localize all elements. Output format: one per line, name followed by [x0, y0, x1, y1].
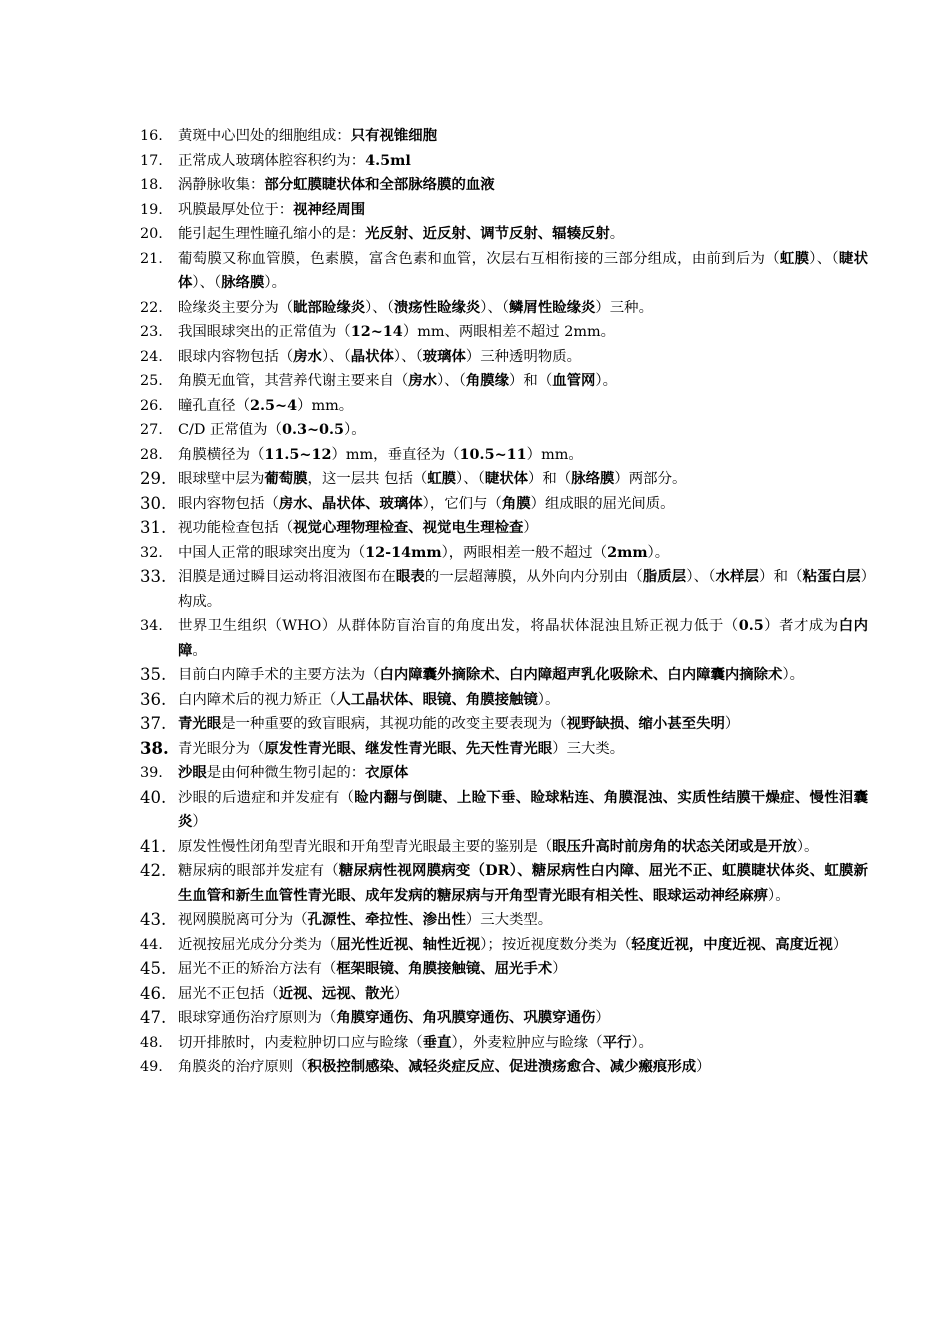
- question-text: 眼球壁中层为: [178, 471, 265, 487]
- list-item: [140, 1055, 868, 1080]
- item-text: [178, 908, 868, 933]
- answer-text: 原发性青光眼、继发性青光眼、先天性青光眼: [264, 739, 553, 757]
- item-number: 26.: [140, 397, 163, 414]
- list-item: [140, 369, 868, 394]
- item-number: 48.: [140, 1034, 163, 1051]
- answer-text: 轻度近视，中度近视、高度近视: [631, 935, 833, 953]
- question-text: ）三大类。: [552, 740, 625, 757]
- question-text: ）。: [595, 373, 617, 389]
- question-text: ），两眼相差一般不超过（: [441, 544, 608, 561]
- item-number: 25.: [140, 373, 163, 389]
- question-text: 沙眼的后遗症和并发症有（: [178, 789, 355, 806]
- item-number: 43.: [140, 910, 167, 929]
- question-text: 泪膜是通过瞬目运动将泪液图布在: [178, 569, 396, 585]
- answer-text: 白内障囊外摘除术、白内障超声乳化吸除术、白内障囊内摘除术: [379, 666, 783, 683]
- question-text: 睑缘炎主要分为（: [178, 299, 294, 316]
- question-text: 糖尿病的眼部并发症有（: [178, 863, 339, 879]
- item-number: 40.: [140, 787, 167, 807]
- question-text: 是一种重要的致盲眼病，其视功能的改变主要表现为（: [221, 716, 567, 732]
- item-text: [178, 149, 868, 174]
- question-text: ）: [192, 814, 207, 830]
- item-text: [178, 761, 868, 786]
- item-text: [178, 982, 868, 1007]
- answer-text: 角膜缘: [465, 372, 510, 389]
- item-text: [178, 345, 868, 370]
- list-item: [140, 124, 868, 149]
- list-item: [140, 173, 868, 198]
- question-text: 近视按屈光成分分类为（: [178, 936, 337, 953]
- item-text: [178, 296, 868, 321]
- question-text: ）者才成为: [763, 618, 839, 634]
- answer-text: 粘蛋白层: [802, 568, 861, 585]
- question-text: 巩膜最厚处位于：: [178, 201, 294, 218]
- question-text: ）。: [796, 838, 819, 855]
- question-text: ）、（: [321, 348, 351, 365]
- item-text: [178, 859, 868, 908]
- question-text: 正常成人玻璃体腔容积约为：: [178, 152, 366, 169]
- question-text: 世界卫生组织（WHO）从群体防盲治盲的角度出发，将晶状体混浊且矫正视力低于（: [178, 618, 739, 634]
- item-text: [178, 663, 868, 688]
- item-number: 28.: [140, 446, 163, 463]
- list-item: [140, 443, 868, 468]
- question-text: ）、（: [393, 348, 423, 365]
- question-text: ），外麦粒肿应与睑缘（: [451, 1034, 603, 1051]
- question-text: 。: [192, 642, 207, 659]
- question-text: 白内障术后的视力矫正（: [178, 691, 337, 708]
- question-text: ）、（: [456, 471, 485, 487]
- question-text: 的一层超薄膜，从外向内分别由（: [424, 569, 643, 585]
- answer-text: 2.5~4: [249, 396, 298, 414]
- item-number: 49.: [140, 1059, 163, 1075]
- answer-text: 2mm: [607, 543, 648, 561]
- question-text: ）。: [631, 1034, 653, 1051]
- question-text: ）；按近视度数分类为（: [480, 936, 632, 953]
- answer-text: 鳞屑性睑缘炎: [509, 298, 596, 316]
- answer-text: 脉络膜: [571, 470, 615, 487]
- list-item: [140, 222, 868, 247]
- answer-text: 眼压升高时前房角的状态关闭或是开放: [552, 837, 797, 855]
- item-number: 29.: [140, 469, 167, 488]
- item-number: 41.: [140, 836, 167, 856]
- item-number: 32.: [140, 544, 163, 561]
- item-text: [178, 394, 868, 419]
- item-number: 22.: [140, 299, 163, 316]
- list-item: [140, 786, 868, 835]
- item-number: 46.: [140, 983, 167, 1003]
- list-item: [140, 712, 868, 737]
- answer-text: 睑内翻与倒睫、上睑下垂、睑球粘连、角膜混浊、实质性结膜干燥症、慢性泪囊炎: [178, 788, 868, 830]
- item-number: 37.: [140, 714, 167, 733]
- question-text: ，这一层共 包括（: [307, 471, 428, 487]
- list-item: [140, 614, 868, 663]
- question-text: ）两部分。: [614, 471, 687, 487]
- question-text: 是由何种微生物引起的：: [206, 765, 366, 781]
- list-item: [140, 908, 868, 933]
- list-item: [140, 761, 868, 786]
- question-text: 角膜无血管，其营养代谢主要来自（: [178, 373, 409, 389]
- item-text: [178, 467, 868, 492]
- answer-text: 框架眼镜、角膜接触镜、屈光手术: [336, 960, 553, 977]
- question-text: ）。: [537, 691, 560, 708]
- question-text: 原发性慢性闭角型青光眼和开角型青光眼最主要的鉴别是（: [178, 838, 553, 855]
- item-text: [178, 198, 868, 223]
- question-text: 视功能检查包括（: [178, 520, 294, 536]
- answer-text: 视觉心理物理检查、视觉电生理检查: [293, 519, 524, 536]
- answer-text: 0.5: [738, 617, 764, 634]
- question-text: ）mm。: [297, 397, 354, 414]
- item-number: 35.: [140, 665, 167, 684]
- answer-text: 12~14: [350, 323, 403, 340]
- answer-text: 屈光性近视、轴性近视: [336, 935, 481, 953]
- question-text: 眼球穿通伤治疗原则为（: [178, 1010, 337, 1026]
- answer-text: 房水、晶状体、玻璃体: [278, 494, 423, 512]
- question-text: C/D 正常值为（: [178, 422, 282, 438]
- question-text: ）三大类型。: [465, 912, 553, 928]
- item-number: 24.: [140, 348, 163, 365]
- question-text: ）: [595, 1010, 610, 1026]
- item-number: 23.: [140, 324, 163, 340]
- answer-text: 眼表: [395, 568, 425, 585]
- item-number: 45.: [140, 959, 167, 978]
- answer-text: 人工晶状体、眼镜、角膜接触镜: [336, 690, 538, 708]
- item-text: [178, 957, 868, 982]
- question-text: ）: [724, 716, 740, 732]
- question-text: ）。: [768, 887, 790, 904]
- question-text: ）: [523, 520, 538, 536]
- question-text: 角膜炎的治疗原则（: [178, 1059, 308, 1075]
- list-item: [140, 541, 868, 566]
- list-item: [140, 149, 868, 174]
- item-text: [178, 835, 868, 860]
- question-text: ）mm、两眼相差不超过 2mm。: [402, 324, 616, 340]
- list-item: [140, 957, 868, 982]
- list-item: [140, 688, 868, 713]
- item-text: [178, 516, 868, 541]
- list-item: [140, 467, 868, 492]
- question-text: 眼内容物包括（: [178, 495, 279, 512]
- item-number: 20.: [140, 226, 163, 242]
- list-item: [140, 296, 868, 321]
- list-item: [140, 1006, 868, 1031]
- question-text: ）: [393, 985, 409, 1002]
- answer-text: 溃疡性睑缘炎: [393, 298, 481, 316]
- question-text: 视网膜脱离可分为（: [178, 912, 308, 928]
- item-number: 47.: [140, 1008, 167, 1027]
- item-number: 39.: [140, 765, 163, 781]
- question-text: ）mm，垂直径为（: [331, 446, 460, 463]
- item-number: 16.: [140, 128, 163, 144]
- answer-text: 角膜: [501, 494, 531, 512]
- question-text: 屈光不正包括（: [178, 985, 279, 1002]
- item-number: 27.: [140, 422, 163, 438]
- list-item: [140, 418, 868, 443]
- list-item: [140, 565, 868, 614]
- answer-text: 血管网: [552, 372, 596, 389]
- question-text: ）、（: [686, 569, 716, 585]
- answer-text: 睫状体: [178, 249, 868, 291]
- answer-text: 垂直: [422, 1033, 452, 1051]
- question-text: ）和（: [509, 373, 553, 389]
- answer-text: 睫状体: [484, 470, 529, 487]
- question-text: ）、（: [809, 250, 839, 267]
- answer-text: 10.5~11: [459, 445, 527, 463]
- list-item: [140, 394, 868, 419]
- item-text: [178, 124, 868, 149]
- list-item: [140, 859, 868, 908]
- item-text: [178, 247, 868, 296]
- list-item: [140, 345, 868, 370]
- answer-text: 水样层: [715, 568, 760, 585]
- item-text: [178, 786, 868, 835]
- question-text: 。: [609, 226, 625, 242]
- list-item: [140, 247, 868, 296]
- answer-text: 视神经周围: [293, 200, 366, 218]
- question-text: ）、（: [480, 299, 510, 316]
- question-text: ）构成。: [178, 569, 868, 610]
- question-text: ）三种透明物质。: [465, 348, 582, 365]
- question-text: 瞳孔直径（: [178, 397, 250, 414]
- item-number: 42.: [140, 861, 167, 880]
- question-text: ）组成眼的屈光间质。: [530, 495, 675, 512]
- item-text: [178, 737, 868, 762]
- answer-text: 4.5ml: [365, 151, 411, 169]
- item-text: [178, 712, 868, 737]
- question-text: ）。: [264, 275, 286, 291]
- answer-text: 白内障: [178, 617, 868, 659]
- question-text: 切开排脓时，内麦粒肿切口应与睑缘（: [178, 1034, 423, 1051]
- list-item: [140, 835, 868, 860]
- answer-text: 角膜穿通伤、角巩膜穿通伤、巩膜穿通伤: [336, 1009, 596, 1026]
- list-item: [140, 933, 868, 958]
- answer-text: 糖尿病性视网膜病变（DR）、糖尿病性白内障、屈光不正、虹膜睫状体炎、虹膜新生血管和新生血管性青光眼、成年发病的糖尿病与开角型青光眼有相关性、眼球运动神经麻痹: [178, 862, 868, 904]
- item-number: 21.: [140, 250, 163, 267]
- list-item: [140, 982, 868, 1007]
- question-text: ）三种。: [595, 299, 653, 316]
- item-text: [178, 1031, 868, 1056]
- question-text: ）、（: [437, 373, 466, 389]
- item-number: 31.: [140, 518, 167, 537]
- item-text: [178, 369, 868, 394]
- question-text: ）和（: [759, 569, 803, 585]
- question-text: 我国眼球突出的正常值为（: [178, 324, 351, 340]
- answer-text: 12-14mm: [365, 543, 442, 561]
- item-text: [178, 565, 868, 614]
- item-number: 18.: [140, 177, 163, 193]
- answer-text: 平行: [602, 1033, 632, 1051]
- question-text: 涡静脉收集：: [178, 177, 265, 193]
- answer-text: 脉络膜: [221, 274, 265, 291]
- question-text: 中国人正常的眼球突出度为（: [178, 544, 366, 561]
- answer-text: 眦部睑缘炎: [293, 298, 366, 316]
- question-text: 目前白内障手术的主要方法为（: [178, 667, 380, 683]
- answer-text: 近视、远视、散光: [278, 984, 394, 1002]
- question-text: ）mm。: [526, 446, 583, 463]
- question-text: ）和（: [528, 471, 572, 487]
- answer-text: 0.3~0.5: [281, 421, 345, 438]
- answer-text: 光反射、近反射、调节反射、辐辏反射: [365, 225, 610, 242]
- answer-text: 玻璃体: [422, 347, 466, 365]
- answer-text: 虹膜: [779, 249, 810, 267]
- answer-text: 视野缺损、缩小甚至失明: [566, 715, 725, 732]
- question-text: 黄斑中心凹处的细胞组成：: [178, 128, 351, 144]
- item-number: 33.: [140, 567, 167, 586]
- list-item: [140, 1031, 868, 1056]
- list-item: [140, 198, 868, 223]
- list-item: [140, 492, 868, 517]
- answer-text: 青光眼: [178, 715, 222, 732]
- answer-text: 只有视锥细胞: [350, 127, 438, 144]
- item-number: 36.: [140, 689, 167, 709]
- item-text: [178, 173, 868, 198]
- answer-text: 房水: [293, 347, 322, 365]
- question-list: [140, 124, 868, 1080]
- question-text: 角膜横径为（: [178, 446, 265, 463]
- item-text: [178, 1055, 868, 1080]
- list-item: [140, 320, 868, 345]
- list-item: [140, 516, 868, 541]
- item-number: 19.: [140, 201, 163, 218]
- item-text: [178, 688, 868, 713]
- item-text: [178, 614, 868, 663]
- question-text: ）: [832, 936, 848, 953]
- item-number: 17.: [140, 152, 163, 169]
- answer-text: 积极控制感染、减轻炎症反应、促进溃疡愈合、减少瘢痕形成: [307, 1058, 697, 1075]
- item-number: 44.: [140, 936, 163, 953]
- item-number: 34.: [140, 618, 163, 634]
- question-text: ）、（: [365, 299, 394, 316]
- question-text: ），它们与（: [422, 495, 502, 512]
- list-item: [140, 737, 868, 762]
- question-text: 青光眼分为（: [178, 740, 265, 757]
- question-text: ）。: [782, 667, 805, 683]
- item-text: [178, 443, 868, 468]
- item-text: [178, 222, 868, 247]
- question-text: 屈光不正的矫治方法有（: [178, 961, 337, 977]
- answer-text: 孔源性、牵拉性、渗出性: [307, 911, 466, 928]
- question-text: ）: [696, 1059, 711, 1075]
- question-text: ）: [552, 961, 567, 977]
- item-text: [178, 933, 868, 958]
- question-text: ）、（: [192, 275, 222, 291]
- item-text: [178, 1006, 868, 1031]
- question-text: ）。: [647, 544, 670, 561]
- item-text: [178, 418, 868, 443]
- answer-text: 晶状体: [350, 347, 394, 365]
- answer-text: 衣原体: [365, 764, 409, 781]
- answer-text: 11.5~12: [264, 445, 332, 463]
- answer-text: 脂质层: [642, 568, 687, 585]
- answer-text: 虹膜: [427, 470, 457, 487]
- answer-text: 沙眼: [178, 764, 207, 781]
- list-item: [140, 663, 868, 688]
- item-number: 38.: [140, 738, 169, 758]
- answer-text: 房水: [408, 372, 438, 389]
- item-text: [178, 492, 868, 517]
- question-text: ）。: [344, 422, 366, 438]
- answer-text: 葡萄膜: [264, 470, 308, 487]
- item-text: [178, 541, 868, 566]
- item-text: [178, 320, 868, 345]
- question-text: 能引起生理性瞳孔缩小的是：: [178, 226, 366, 242]
- answer-text: 部分虹膜睫状体和全部脉络膜的血液: [264, 176, 495, 193]
- item-number: 30.: [140, 493, 167, 513]
- question-text: 眼球内容物包括（: [178, 348, 294, 365]
- question-text: 葡萄膜又称血管膜，色素膜，富含色素和血管，次层右互相衔接的三部分组成，由前到后为（: [178, 250, 780, 267]
